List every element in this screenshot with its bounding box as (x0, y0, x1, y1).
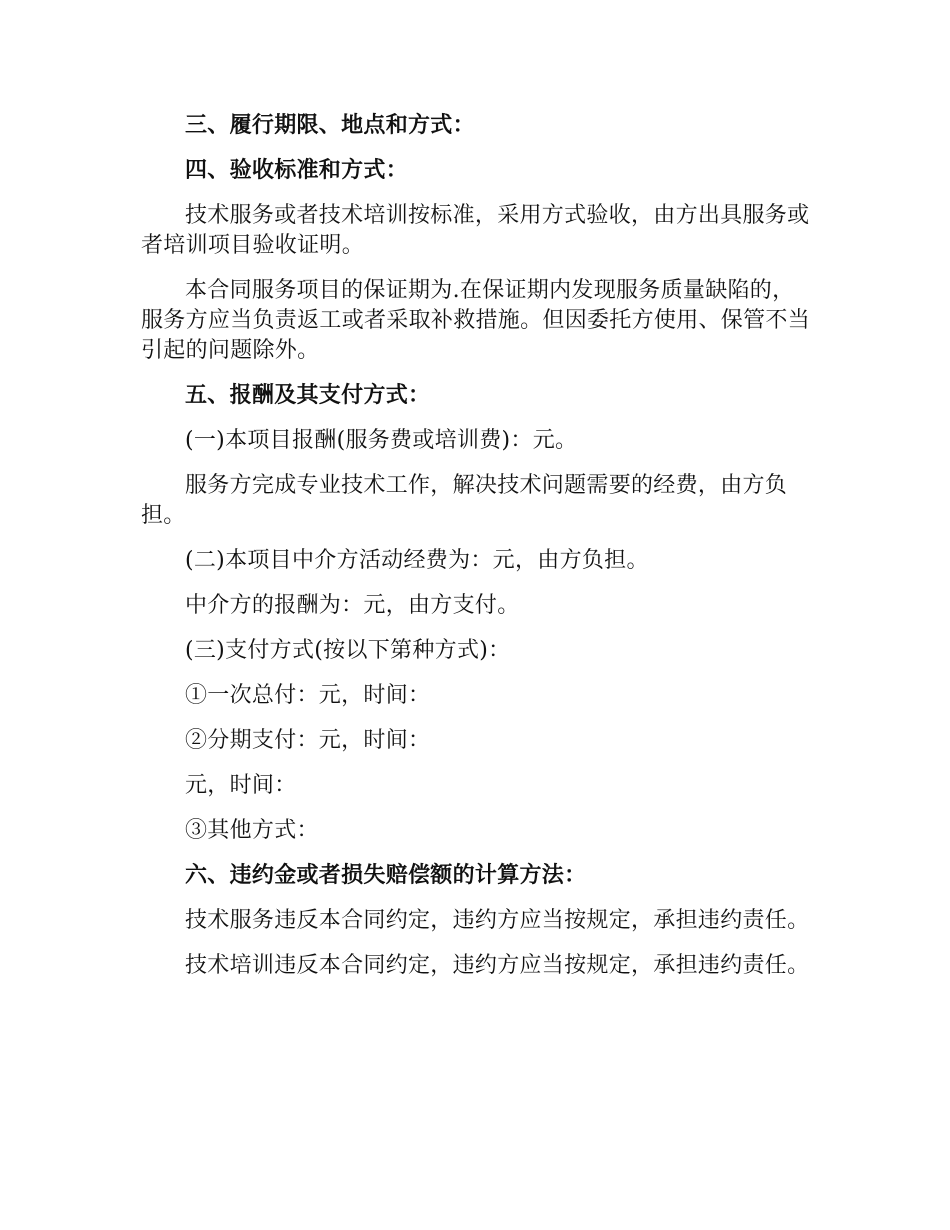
list-item: ②分期支付：元，时间： (185, 728, 431, 753)
section-heading-3: 三、履行期限、地点和方式： (185, 113, 475, 138)
section-heading-5: 五、报酬及其支付方式： (185, 383, 431, 408)
list-item: 元，时间： (185, 773, 297, 798)
list-item: ①一次总付：元，时间： (185, 683, 431, 708)
body-paragraph: (三)支付方式(按以下第种方式)： (185, 638, 511, 663)
body-paragraph: (一)本项目报酬(服务费或培训费)：元。 (185, 428, 578, 453)
section-heading-6: 六、违约金或者损失赔偿额的计算方法： (185, 863, 587, 888)
body-paragraph: 服务方完成专业技术工作，解决技术问题需要的经费，由方负担。 (141, 473, 788, 528)
body-paragraph: (二)本项目中介方活动经费为：元，由方负担。 (185, 548, 649, 573)
document-page (141, 111, 813, 996)
body-paragraph: 技术服务或者技术培训按标准，采用方式验收，由方出具服务或者培训项目验收证明。 (141, 203, 810, 258)
body-paragraph: 技术服务违反本合同约定，违约方应当按规定，承担违约责任。 (185, 908, 810, 933)
list-item: ③其他方式： (185, 818, 319, 843)
body-paragraph: 技术培训违反本合同约定，违约方应当按规定，承担违约责任。 (185, 953, 810, 978)
body-paragraph: 中介方的报酬为：元，由方支付。 (185, 593, 520, 618)
body-paragraph: 本合同服务项目的保证期为.在保证期内发现服务质量缺陷的，服务方应当负责返工或者采取补救措施。但因委托方使用、保管不当引起的问题除外。 (141, 278, 811, 363)
section-heading-4: 四、验收标准和方式： (185, 158, 409, 183)
